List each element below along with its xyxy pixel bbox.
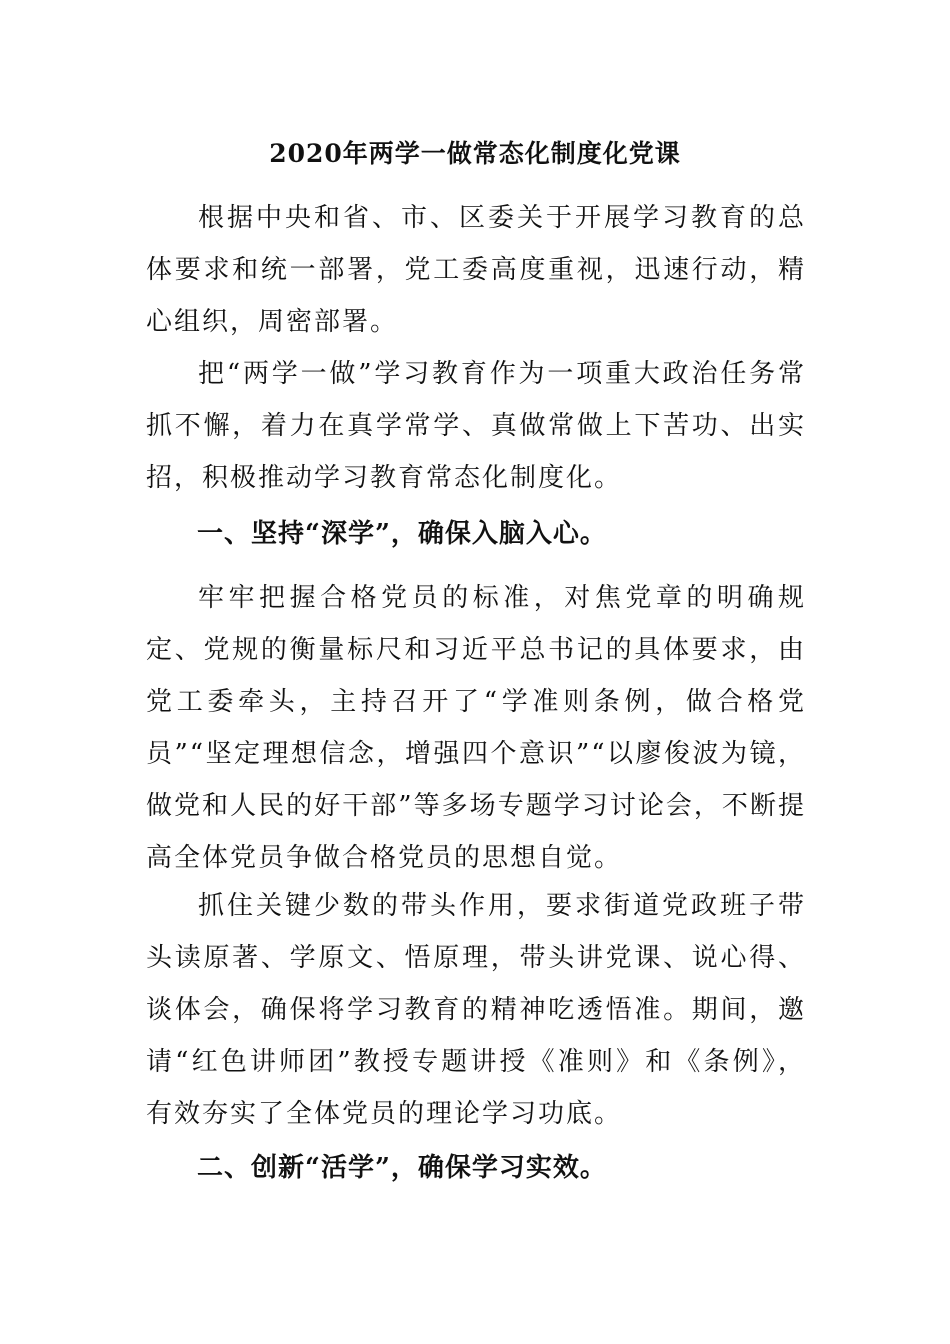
section-1-heading: 一、坚持“深学”，确保入脑入心。 (197, 519, 607, 549)
intro-paragraph-2: 把“两学一做”学习教育作为一项重大政治任务常抓不懈，着力在真学常学、真做常做上下苦功、出实招，积极推动学习教育常态化制度化。 (146, 359, 806, 493)
section-1-paragraph-1: 牢牢把握合格党员的标准，对焦党章的明确规定、党规的衡量标尺和习近平总书记的具体要求，由党工委牵头，主持召开了“学准则条例，做合格党员”“坚定理想信念，增强四个意识”“以廖俊波为镜， 做党和人民的好干部”等多场专题学习讨论会，不断提高全体党员争做合格党员的思想自觉。 (146, 583, 806, 873)
document-title: 2020年两学一做常态化制度化党课 (269, 139, 681, 168)
section-2-heading: 二、创新“活学”，确保学习实效。 (197, 1153, 607, 1183)
intro-paragraph-1: 根据中央和省、市、区委关于开展学习教育的总体要求和统一部署，党工委高度重视，迅速行动，精心组织，周密部署。 (146, 203, 806, 337)
section-1-paragraph-2: 抓住关键少数的带头作用，要求街道党政班子带头读原著、学原文、悟原理，带头讲党课、说心得、谈体会，确保将学习教育的精神吃透悟准。期间，邀请“红色讲师团”教授专题讲授《准则》和《条例》，有效夯实了全体党员的理论学习功底。 (146, 891, 806, 1129)
